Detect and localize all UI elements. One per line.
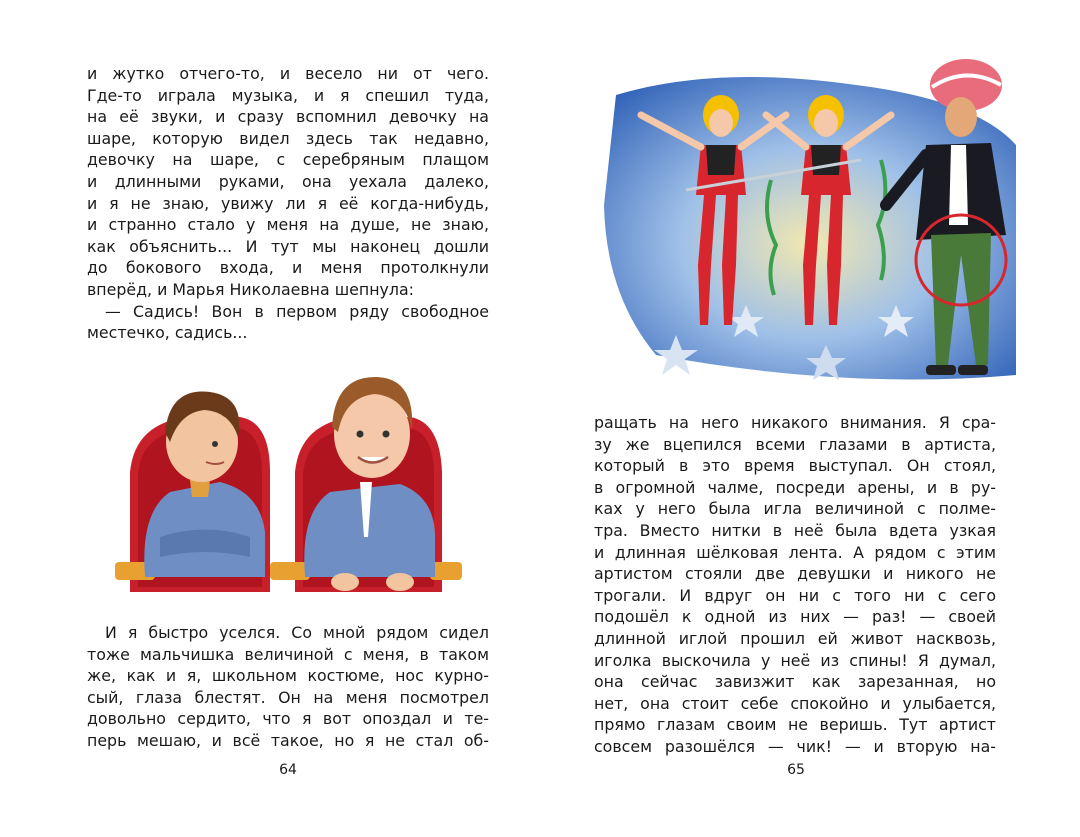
boys-in-seats-illustration <box>110 362 465 602</box>
text-line: тоже мальчишка величиной с меня, в таком <box>87 644 489 664</box>
left-top-paragraph <box>87 63 489 344</box>
text-line: она сейчас завизжит как зарезанная, но <box>594 672 996 692</box>
text-line: в огромной чалме, посреди арены, и в ру- <box>594 477 996 497</box>
text-line: подошёл к одной из них — раз! — своей <box>594 607 996 627</box>
text-line: и длинная шёлковая лента. А рядом с этим <box>594 542 996 562</box>
text-line: Где-то играла музыка, и я спешил туда, <box>87 85 489 105</box>
text-line: который в это время выступал. Он стоял, <box>594 456 996 476</box>
left-bottom-paragraph <box>87 622 489 752</box>
text-line: иголка выскочила у неё из спины! Я думал, <box>594 650 996 670</box>
right-paragraph <box>594 412 996 758</box>
text-line: на её звуки, и сразу вспомнил девочку на <box>87 107 489 127</box>
text-line: как объяснить... И тут мы наконец дошли <box>87 236 489 256</box>
text-line: — Садись! Вон в первом ряду свободное <box>105 301 489 321</box>
text-line: до бокового входа, и меня протолкнули <box>87 258 489 278</box>
text-line: и длинными руками, она уехала далеко, <box>87 171 489 191</box>
text-line: местечко, садись... <box>87 323 248 343</box>
page-number: 64 <box>279 762 297 778</box>
text-line: прямо глазам своим не веришь. Тут артист <box>594 715 996 735</box>
text-line: трогали. И вдруг он ни с того ни с сего <box>594 585 996 605</box>
text-line: и жутко отчего-то, и весело ни от чего. <box>87 64 489 83</box>
text-line: длинной иглой прошил ей живот насквозь, <box>594 628 996 648</box>
circus-artist-illustration <box>596 55 1036 390</box>
text-line: перь мешаю, и всё такое, но я не стал об- <box>87 730 489 750</box>
text-line: ках у него была игла величиной с полме- <box>594 499 996 519</box>
page-number: 65 <box>787 762 805 778</box>
text-line: довольно сердито, что я вот опоздал и те- <box>87 709 489 729</box>
text-line: шаре, которую видел здесь так недавно, <box>87 128 489 148</box>
text-line: И я быстро уселся. Со мной рядом сидел <box>105 623 489 642</box>
text-line: вперёд, и Марья Николаевна шепнула: <box>87 279 414 299</box>
text-line: совсем разошёлся — чик! — и вторую на- <box>594 736 996 756</box>
text-line: ращать на него никакого внимания. Я сра- <box>594 413 996 432</box>
text-line: тра. Вместо нитки в неё была вдета узкая <box>594 520 996 540</box>
text-line: зу же вцепился всеми глазами в артиста, <box>594 434 996 454</box>
text-line: и я не знаю, увижу ли я её когда-нибудь, <box>87 193 489 213</box>
text-line: нет, она стоит себе спокойно и улыбается, <box>594 693 996 713</box>
text-line: же, как и я, школьном костюме, нос курно- <box>87 666 489 686</box>
text-line: сый, глаза блестят. Он на меня посмотрел <box>87 687 489 707</box>
text-line: артистом стояли две девушки и никого не <box>594 564 996 584</box>
right-page <box>540 0 1080 837</box>
text-line: девочку на шаре, с серебряным плащом <box>87 150 489 170</box>
text-line: и странно стало у меня на душе, не знаю, <box>87 215 489 235</box>
